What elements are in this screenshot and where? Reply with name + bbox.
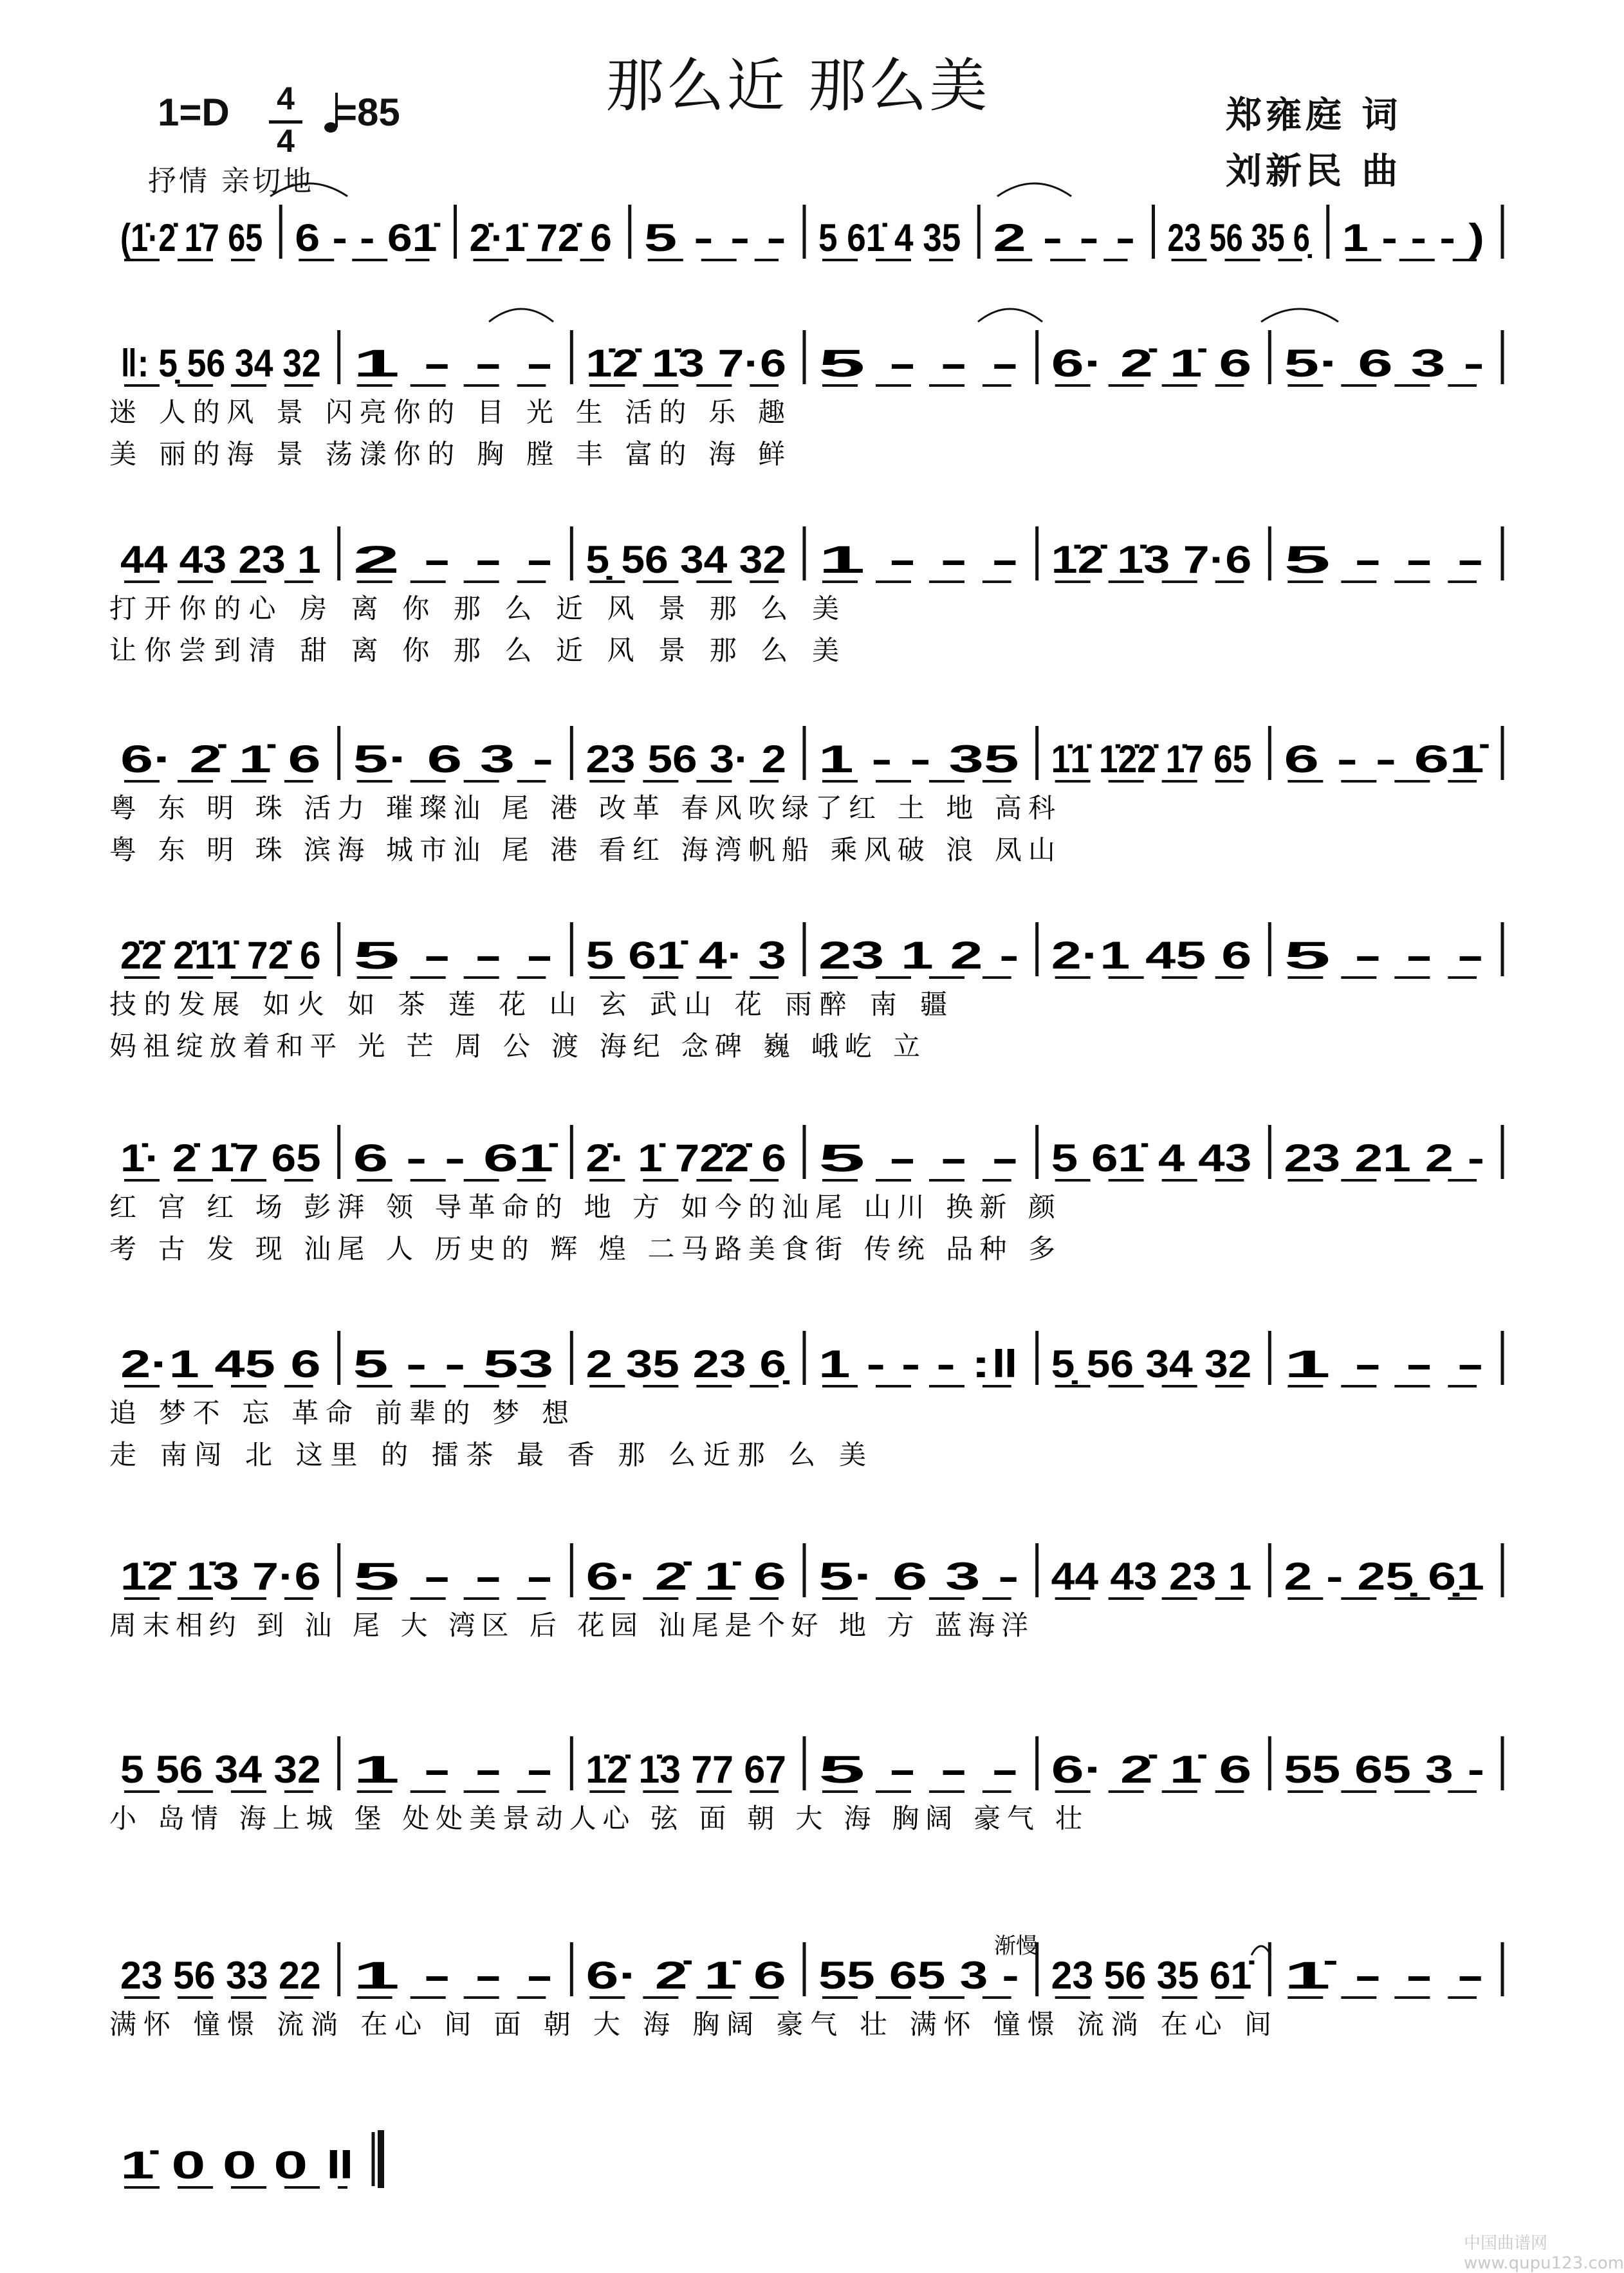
fermata-icon [1251,1946,1271,1955]
lyric-row-7-verse-1: 追 梦不 忘 革命 前辈的 梦 想 [109,1397,569,1429]
lyric-row-3-verse-1: 打开你的心 房 离 你 那 么 近 风 景 那 么 美 [109,593,839,624]
site-watermark: 中国曲谱网 www.qupu123.com [1464,2234,1624,2273]
slur-mark [270,183,347,196]
measure-1-1: (1̇·2̇ 1̇7 65 [120,216,263,259]
measure-7-2: 5 - - 53 [353,1342,554,1386]
measure-4-6: 6 - - 61̇ [1284,738,1490,781]
measure-9-1: 5 56 34 32 [120,1748,321,1791]
measure-10-6: 1̇ - - - [1284,1954,1484,1997]
measure-5-4: 23 1 2 - [818,934,1019,977]
slur-mark [997,183,1071,196]
measure-1-3: 2̇·1̇ 72̇ 6 [469,216,612,259]
measure-2-1: ‖: 5̣ 56 34 32 [120,342,321,385]
measure-6-1: 1̇· 2̇ 1̇7 65 [120,1136,321,1180]
lyric-row-4-verse-2: 粤 东 明 珠 滨海 城市汕 尾 港 看红 海湾帆船 乘风破 浪 凤山 [109,834,1056,866]
lyric-row-5-verse-1: 技的发展 如火 如 茶 莲 花 山 玄 武山 花 雨醉 南 疆 [109,988,947,1020]
lyric-row-6-verse-2: 考 古 发 现 汕尾 人 历史的 辉 煌 二马路美食街 传统 品种 多 [109,1233,1056,1265]
measure-1-4: 5 - - - [643,216,786,259]
measure-1-5: 5 61̇ 4 35 [818,216,961,259]
lyric-row-6-verse-1: 红 宫 红 场 彭湃 领 导革命的 地 方 如今的汕尾 山川 换新 颜 [109,1191,1056,1223]
expression-marking: 抒情 亲切地 [148,165,314,198]
measure-7-5: 5̣ 56 34 32 [1051,1342,1252,1386]
measure-7-6: 1 - - - [1284,1342,1484,1386]
slur-mark [1261,309,1338,322]
slur-mark [489,309,553,322]
time-signature-bottom: 4 [277,123,295,159]
measure-1-2: 6 - - 61̇ [295,216,441,259]
measure-7-1: 2·1 45 6 [120,1342,321,1386]
lyric-row-10-verse-1: 满怀 憧憬 流淌 在心 间 面 朝 大 海 胸阔 豪气 壮 满怀 憧憬 流淌 在心 间 [109,2009,1271,2040]
lyric-row-8-verse-1: 周末相约 到 汕 尾 大 湾区 后 花园 汕尾是个好 地 方 蓝海洋 [109,1610,1028,1641]
measure-2-6: 5· 6 3 - [1284,342,1484,385]
measure-6-4: 5 - - - [818,1136,1019,1180]
measure-9-6: 55 65 3 - [1284,1748,1484,1791]
measure-8-4: 5· 6 3 - [818,1555,1019,1598]
measure-3-5: 1̇2̇ 1̇3 7·6 [1051,538,1252,581]
measure-9-4: 5 - - - [818,1748,1019,1791]
measure-4-1: 6· 2̇ 1̇ 6 [120,738,321,781]
measure-4-3: 23 56 3· 2 [586,738,786,781]
tempo-marking: =85 [335,91,400,134]
measure-5-2: 5 - - - [353,934,554,977]
measure-9-3: 1̇2̇ 1̇3 77 67 [586,1748,786,1791]
measure-3-3: 5̣ 56 34 32 [586,538,786,581]
measure-10-1: 23 56 33 22 [120,1954,321,1997]
measure-1-7: 23 56 35 6̣ [1167,216,1313,259]
song-title: 那么近 那么美 [605,52,990,120]
measure-2-5: 6· 2̇ 1̇ 6 [1051,342,1252,385]
measure-1-8: 1 - - - ) [1342,216,1484,259]
lyric-row-2-verse-1: 迷 人的风 景 闪亮你的 目 光 生 活的 乐 趣 [109,396,785,428]
measure-5-5: 2·1 45 6 [1051,934,1252,977]
measure-6-3: 2̇· 1̇ 72̇2̇ 6 [586,1136,786,1180]
measure-7-3: 2 35 23 6̣ [586,1342,791,1386]
measure-9-2: 1 - - - [353,1748,554,1791]
measure-6-2: 6 - - 61̇ [353,1136,559,1180]
measure-4-4: 1 - - 35 [818,738,1019,781]
measure-2-4: 5 - - - [818,342,1019,385]
measure-10-4: 55 65 3 - [818,1954,1019,1997]
ritardando-annotation: 渐慢 [994,1933,1038,1959]
lyric-row-3-verse-2: 让你尝到清 甜 离 你 那 么 近 风 景 那 么 美 [109,635,839,666]
measure-10-2: 1 - - - [353,1954,554,1997]
measure-1-6: 2 - - - [993,216,1136,259]
measure-10-3: 6· 2̇ 1̇ 6 [586,1954,786,1997]
lyric-row-7-verse-2: 走 南闯 北 这里 的 擂茶 最 香 那 么近那 么 美 [109,1439,866,1470]
measure-5-6: 5 - - - [1284,934,1484,977]
time-signature-top: 4 [277,80,295,116]
lyric-row-5-verse-2: 妈祖绽放着和平 光 芒 周 公 渡 海纪 念碑 巍 峨屹 立 [109,1030,920,1062]
key-signature: 1=D [158,91,230,134]
measure-3-2: 2 - - - [353,538,554,581]
slur-mark [978,309,1042,322]
measure-8-2: 5 - - - [353,1555,554,1598]
measure-4-2: 5· 6 3 - [353,738,554,781]
measure-5-1: 2̇2̇ 2̇1̇1̇ 72̇ 6 [120,934,321,977]
measure-2-3: 1̇2̇ 1̇3 7·6 [586,342,786,385]
lyricist-credit: 郑雍庭 词 [1226,95,1402,136]
measure-8-6: 2 - 25̣ 6̣1 [1284,1555,1484,1598]
lyric-row-9-verse-1: 小 岛情 海上城 堡 处处美景动人心 弦 面 朝 大 海 胸阔 豪气 壮 [109,1803,1082,1834]
lyric-row-4-verse-1: 粤 东 明 珠 活力 璀璨汕 尾 港 改革 春风吹绿了红 土 地 高科 [109,792,1056,824]
measure-8-3: 6· 2̇ 1̇ 6 [586,1555,786,1598]
measure-10-5: 23 56 35 61̇ [1051,1954,1255,1997]
measure-5-3: 5 61̇ 4· 3 [586,934,786,977]
measure-9-5: 6· 2̇ 1̇ 6 [1051,1748,1252,1791]
measure-7-4: 1 - - - :‖ [818,1342,1019,1386]
measure-2-2: 1 - - - [353,342,554,385]
composer-credit: 刘新民 曲 [1226,151,1402,192]
measure-3-1: 44 43 23 1 [120,538,321,581]
measure-4-5: 1̇1̇ 1̇2̇2̇ 1̇7 65 [1051,738,1252,781]
measure-3-4: 1 - - - [818,538,1019,581]
measure-6-6: 23 21 2 - [1284,1136,1484,1180]
measure-8-1: 1̇2̇ 1̇3 7·6 [120,1555,321,1598]
measure-11-1: 1̇ 0 0 0 ‖ [120,2144,355,2187]
measure-3-6: 5 - - - [1284,538,1484,581]
measure-6-5: 5 61̇ 4 43 [1051,1136,1252,1180]
lyric-row-2-verse-2: 美 丽的海 景 荡漾你的 胸 膛 丰 富的 海 鲜 [109,438,785,470]
measure-8-5: 44 43 23 1 [1051,1555,1252,1598]
